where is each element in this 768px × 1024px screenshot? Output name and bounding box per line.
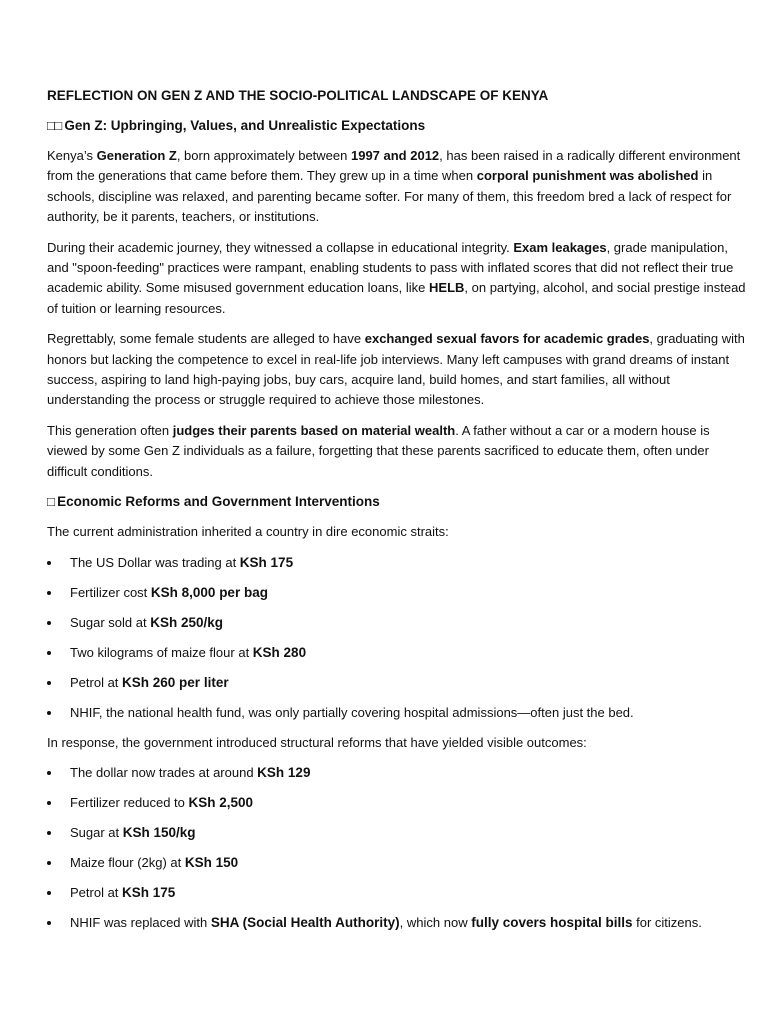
paragraph-response: In response, the government introduced structural reforms that have yielded visible outcomes: (47, 734, 587, 750)
list-item: Sugar at KSh 150/kg (47, 823, 747, 843)
list-item: Fertilizer reduced to KSh 2,500 (47, 793, 747, 813)
section-heading-text: Gen Z: Upbringing, Values, and Unrealistic Expectations (64, 118, 426, 133)
list-item: The US Dollar was trading at KSh 175 (47, 553, 747, 573)
list-item: Maize flour (2kg) at KSh 150 (47, 853, 747, 873)
placeholder-glyph-icon: □□ (47, 118, 62, 133)
list-item: NHIF was replaced with SHA (Social Health Authority), which now fully covers hospital bills for citizens. (47, 913, 747, 933)
paragraph-material-wealth: This generation often judges their parents based on material wealth. A father without a car or a modern house is viewed by some Gen Z individuals as a failure, forgetting that these parents sacrificed to educate them, often under difficult conditions. (47, 422, 710, 479)
paragraph-generation-z: Kenya’s Generation Z, born approximately between 1997 and 2012, has been raised in a radically different environment from the generations that came before them. They grew up in a time when corporal punishment was abolished in schools, discipline was relaxed, and parenting became softer. For many of them, this freedom bred a lack of respect for authority, be it parents, teachers, or institutions. (47, 148, 741, 225)
list-item: Fertilizer cost KSh 8,000 per bag (47, 583, 747, 603)
paragraph-academic-grades: Regrettably, some female students are alleged to have exchanged sexual favors for academic grades, graduating with honors but lacking the competence to excel in real-life job interviews. Many left campuses with grand dreams of instant success, aspiring to land high-paying jobs, buy cars, acquire land, build homes, and start families, all without understanding the process or struggle required to achieve those milestones. (47, 331, 745, 408)
section-heading-text: Economic Reforms and Government Interventions (57, 494, 380, 510)
document-body (47, 86, 747, 943)
section-heading-economic-reforms (47, 492, 747, 512)
list-item: The dollar now trades at around KSh 129 (47, 763, 747, 783)
paragraph-academic-journey: During their academic journey, they witnessed a collapse in educational integrity. Exam leakages, grade manipulation, and "spoon-feeding" practices were rampant, enabling students to pass with inflated scores that did not reflect their true academic ability. Some misused government education loans, like HELB, on partying, alcohol, and social prestige instead of tuition or learning resources. (47, 239, 746, 316)
document-title: REFLECTION ON GEN Z AND THE SOCIO-POLITICAL LANDSCAPE OF KENYA (47, 88, 549, 103)
list-item: Sugar sold at KSh 250/kg (47, 613, 747, 633)
list-before-reforms (47, 553, 747, 723)
list-item: Two kilograms of maize flour at KSh 280 (47, 643, 747, 663)
list-item: NHIF, the national health fund, was only partially covering hospital admissions—often just the bed. (47, 703, 747, 723)
list-after-reforms (47, 763, 747, 933)
placeholder-glyph-icon: □ (47, 494, 55, 510)
list-item: Petrol at KSh 260 per liter (47, 673, 747, 693)
list-item: Petrol at KSh 175 (47, 883, 747, 903)
section-heading-gen-z (47, 116, 747, 136)
paragraph-intro: The current administration inherited a country in dire economic straits: (47, 524, 449, 540)
